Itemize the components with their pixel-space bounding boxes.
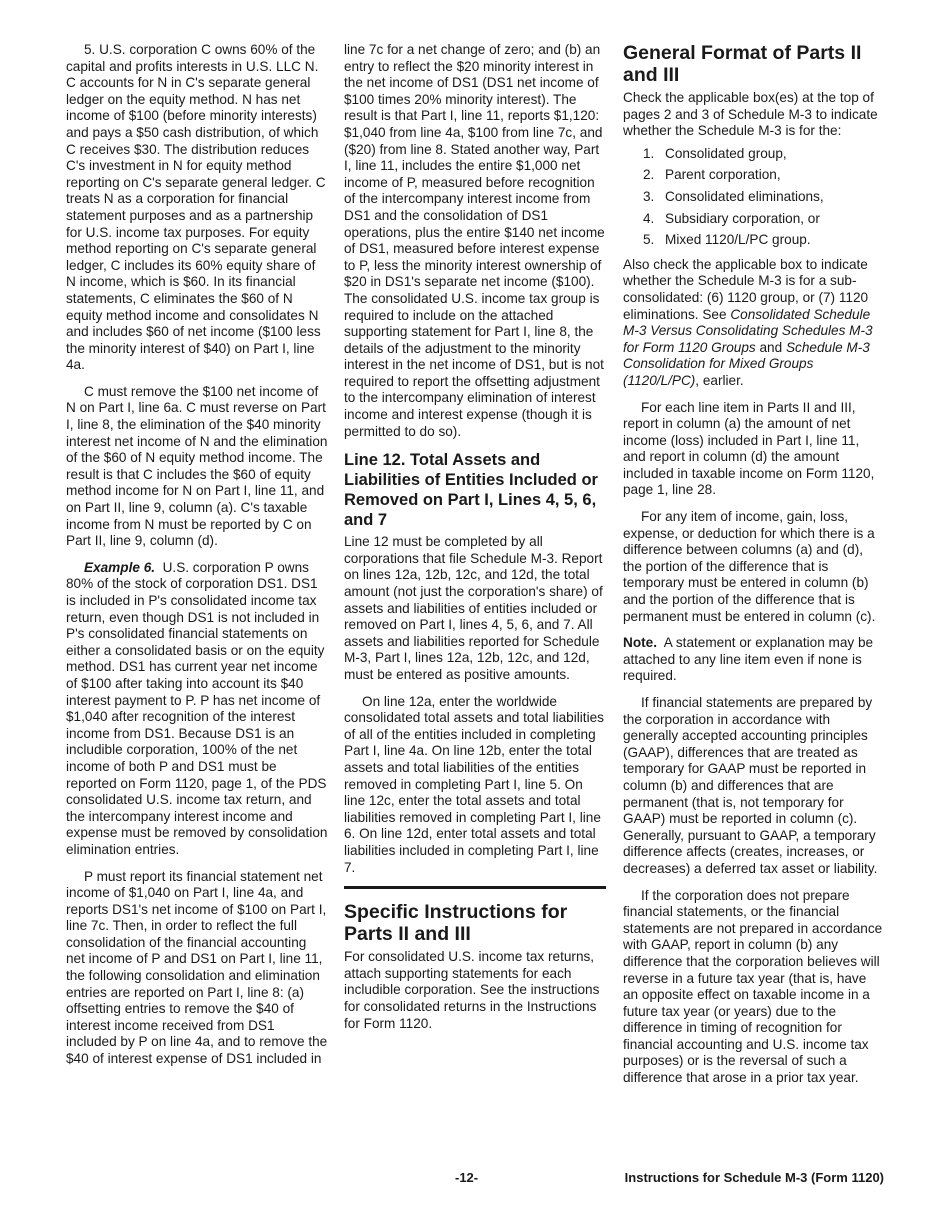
note-label: Note. — [623, 635, 657, 651]
column-middle — [344, 42, 606, 1042]
specific-instructions-paragraph: For consolidated U.S. income tax returns, attach supporting statements for each includible corporation. See the instructions for consolidated returns in the Instructions for Form 1120. — [344, 949, 600, 1031]
line-12a-paragraph: On line 12a, enter the worldwide consolidated total assets and total liabilities of all of the entities included in completing Part I, line 4a. On line 12b, enter the total assets and total liabilities of the entities removed in completing Part I, line 5. On line 12c, enter the total assets and total liabilities removed in completing Part I, line 6. On line 12d, enter total assets and total liabilities included in completing Part I, line 7. — [344, 693, 604, 875]
column-right — [623, 42, 885, 1097]
columns-a-d-paragraph: For each line item in Parts II and III, report in column (a) the amount of net income (loss) included in Part I, line 11, and report in column (d) the amount included in taxable income on Form 1120, page 1, line 28. — [623, 399, 875, 498]
footer-title: Instructions for Schedule M-3 (Form 1120) — [624, 1170, 884, 1185]
example-5-paragraph: 5. U.S. corporation C owns 60% of the capital and profits interests in U.S. LLC N. C accounts for N in C's separate general ledger on the equity method. N has net income of $100 (before minority interests) and pays a $50 cash distribution, of which C receives $30. The distribution reduces C's investment in N for equity method reporting on C's separate general ledger. C treats N as a corporation for financial statement purposes and as a partnership for U.S. income tax purposes. For equity method reporting on C's separate general ledger, C includes its 60% equity share of N income, which is $60. In its financial statements, C eliminates the $60 of N equity method income and consolidates N and includes $60 of net income ($100 less the minority interest of $40) on Part I, line 4a. — [66, 42, 326, 373]
columns-b-c-paragraph: For any item of income, gain, loss, expense, or deduction for which there is a difference between columns (a) and (d), the portion of the difference that is temporary must be entered in column (b) and the portion of the difference that is permanent must be entered in column (c). — [623, 509, 876, 624]
schedule-type-list — [623, 146, 885, 249]
example-5-continuation: C must remove the $100 net income of N on Part I, line 6a. C must reverse on Part I, line 8, the elimination of the $40 minority interest net income of N and the elimination of the $60 of N equity method income. The result is that C includes the $60 of equity method income for N on Part I, line 11, and on Part II, line 9, column (a). C's taxable income from N must be reported by C on Part II, line 9, column (d). — [66, 383, 328, 549]
line-12-paragraph: Line 12 must be completed by all corporations that file Schedule M-3. Report on lines 12a, 12b, 12c, and 12d, the total amount (not just the corporation's share) of assets and liabilities of entities included or removed on Part I, lines 4, 5, 6, and 7. All assets and liabilities reported for Schedule M-3, Part I, lines 12a, 12b, 12c, and 12d, must be entered as positive amounts. — [344, 534, 603, 682]
line-12-heading: Line 12. Total Assets and Liabilities of Entities Included or Removed on Part I, Lines 4, 5, 6, and 7 — [344, 451, 598, 530]
list-item: 3. Consolidated eliminations, — [643, 188, 824, 204]
general-format-heading: General Format of Parts II and III — [623, 42, 862, 86]
non-gaap-paragraph: If the corporation does not prepare financial statements, or the financial statements are not prepared in accordance with GAAP, report in column (b) any difference that the corporation believes will reverse in a future tax year (that is, have an opposite effect on taxable income in a future tax year (or years) due to the difference in timing of recognition for financial accounting and U.S. income tax purposes) or is the reversal of such a difference that arose in a prior tax year. — [623, 887, 883, 1086]
gaap-paragraph: If financial statements are prepared by the corporation in accordance with generally accepted accounting principles (GAAP), differences that are treated as temporary for GAAP must be reported in column (b) and differences that are permanent (that is, not temporary for GAAP) must be reported in column (c). Generally, pursuant to GAAP, a temporary difference affects (creates, increases, or decreases) a deferred tax asset or liability. — [623, 695, 878, 876]
example-6-conclusion: line 7c for a net change of zero; and (b) an entry to reflect the $20 minority interest in the net income of DS1 (DS1 net income of $100 times 20% minority interest). The result is that Part I, line 11, reports $1,120: $1,040 from line 4a, $100 from line 7c, and ($20) from line 8. Stated another way, Part I, line 11, includes the entire $1,000 net income of P, measured before recognition of the intercompany interest income from DS1 and the consolidation of DS1 operations, plus the entire $140 net income of DS1, measured before interest expense to P, less the minority interest ownership of $20 in DS1's separate net income ($100). The consolidated U.S. income tax group is required to include on the attached supporting statement for Part I, line 8, the details of the adjustment to the minority interest in the net income of DS1, but is not required to report the offsetting adjustment to the intercompany elimination of interest income and interest expense (though it is permitted to do so). — [344, 42, 605, 439]
list-item: 5. Mixed 1120/L/PC group. — [643, 232, 811, 248]
example-6-continuation: P must report its financial statement net income of $1,040 on Part I, line 4a, and reports DS1's net income of $100 on Part I, line 7c. Then, in order to reflect the full consolidation of the financial accounting net income of P and DS1 on Part I, line 11, the following consolidation and elimination entries are reported on Part I, line 8: (a) offsetting entries to remove the $40 of interest income received from DS1 included by P on line 4a, and to remove the $40 of interest expense of DS1 included in — [66, 868, 328, 1067]
list-item: 2. Parent corporation, — [643, 167, 781, 183]
note-paragraph: Note. A statement or explanation may be attached to any line item even if none is required. — [623, 635, 874, 684]
list-item: 1. Consolidated group, — [643, 145, 787, 161]
example-6-paragraph — [66, 560, 328, 859]
general-format-intro: Check the applicable box(es) at the top of pages 2 and 3 of Schedule M-3 to indicate whether the Schedule M-3 is for the: — [623, 90, 878, 139]
page-number: -12- — [455, 1170, 479, 1185]
example-6-label: Example 6. — [84, 559, 156, 575]
specific-instructions-heading: Specific Instructions for Parts II and III — [344, 901, 568, 946]
list-item: 4. Subsidiary corporation, or — [643, 210, 820, 226]
example-6-text: U.S. corporation P owns 80% of the stock of corporation DS1. DS1 is included in P's consolidated income tax return, even though DS1 is not included in P's consolidated financial statements on either a consolidated basis or on the equity method. DS1 has current year net income of $100 after taking into account its $40 interest payment to P. P has net income of $1,040 after recognition of the interest income from DS1. Because DS1 is an includible corporation, 100% of the net income of both P and DS1 must be reported on Form 1120, page 1, of the PDS consolidated U.S. income tax return, and the intercompany interest income and expense must be removed by consolidation elimination entries. — [66, 559, 328, 857]
column-left — [66, 42, 328, 1078]
sub-consolidated-paragraph: Also check the applicable box to indicate whether the Schedule M-3 is for a sub-consolidated: (6) 1120 group, or (7) 1120 eliminations. See Consolidated Schedule M-3 Versus Consolidating Schedules M-3 for Form 1120 Groups and Schedule M-3 Consolidation for Mixed Groups (1120/L/PC), earlier. — [623, 256, 873, 388]
section-divider — [344, 886, 606, 889]
